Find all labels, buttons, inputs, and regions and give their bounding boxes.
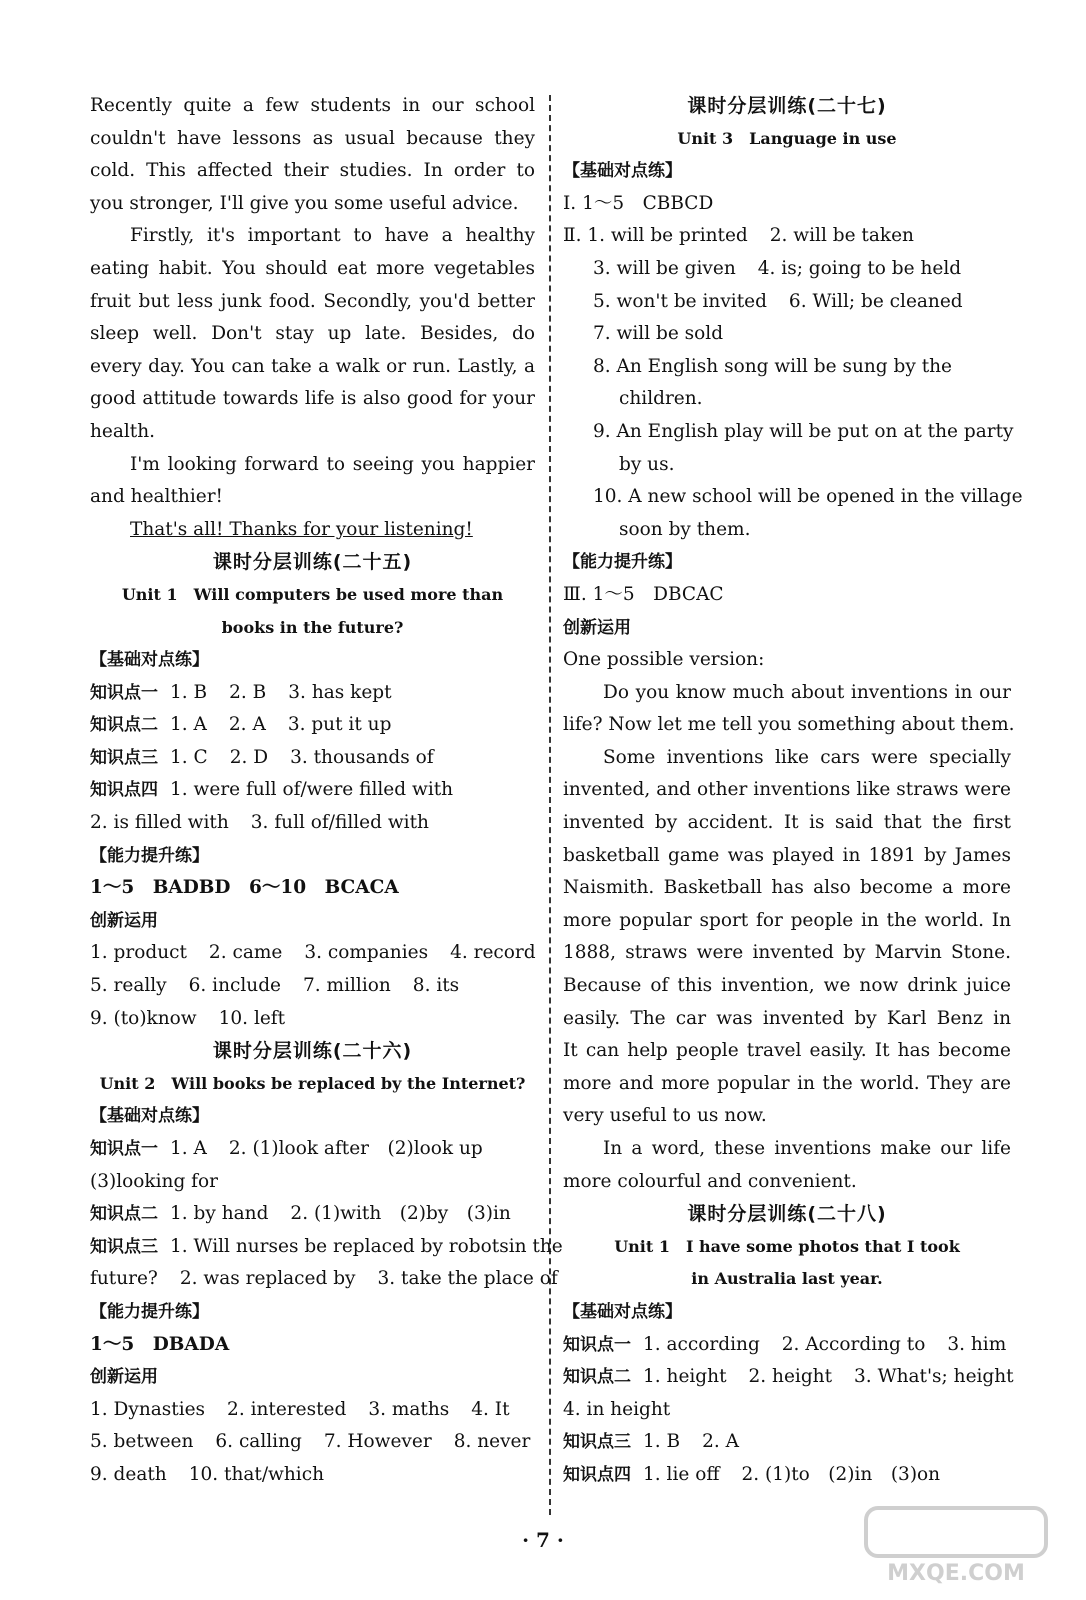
essay-line: fruit but less junk food. Secondly, you'd better: [90, 290, 535, 312]
knowledge-point-row: 知识点二 1. by hand 2. (1)with (2)by (3)in: [90, 1203, 511, 1225]
knowledge-point-row: 4. in height: [563, 1398, 671, 1420]
section-title-26: 课时分层训练(二十六): [212, 1040, 413, 1063]
essay-line: basketball game was played in 1891 by James: [563, 844, 1011, 866]
essay-line: easily. The car was invented by Karl Benz in: [563, 1007, 1011, 1029]
page-number: · 7 ·: [522, 1528, 564, 1552]
right-column: [563, 90, 1023, 1492]
essay-line: more and more popular in the world. They are: [563, 1072, 1011, 1094]
essay-line: health.: [90, 420, 156, 442]
unit-heading: Unit 3 Language in use: [677, 128, 897, 148]
column-divider: [549, 95, 551, 1515]
answer-row: 9. An English play will be put on at the party: [593, 420, 1014, 442]
answer-row: soon by them.: [619, 518, 751, 540]
knowledge-point-row: 知识点一 1. B 2. B 3. has kept: [90, 681, 392, 703]
basic-practice-heading: 【基础对点练】: [563, 1301, 682, 1322]
creative-heading: 创新运用: [90, 910, 158, 931]
section-title-25: 课时分层训练(二十五): [212, 551, 413, 574]
answer-row: 3. will be given 4. is; going to be held: [593, 257, 962, 279]
answer-row: 5. really 6. include 7. million 8. its: [90, 975, 460, 997]
unit-heading: in Australia last year.: [691, 1269, 883, 1289]
essay-line: very useful to us now.: [563, 1105, 767, 1127]
basic-practice-heading: 【基础对点练】: [90, 1106, 209, 1127]
creative-heading: 创新运用: [563, 617, 631, 638]
answer-row: 1～5 DBADA: [90, 1333, 230, 1355]
essay-line: invented by accident. It is said that the first: [563, 812, 1011, 834]
essay-line: you stronger, I'll give you some useful advice.: [90, 192, 519, 214]
essay-line: invented, and other inventions like straws were: [563, 779, 1011, 801]
version-label: One possible version:: [563, 649, 765, 671]
basic-practice-heading: 【基础对点练】: [90, 650, 209, 671]
creative-heading: 创新运用: [90, 1367, 158, 1388]
left-column: [90, 90, 563, 1492]
section-title-28: 课时分层训练(二十八): [687, 1203, 887, 1226]
essay-line: Because of this invention, we now drink juice: [563, 975, 1011, 997]
knowledge-point-row: 知识点一 1. A 2. (1)look after (2)look up: [90, 1138, 483, 1159]
essay-line: Some inventions like cars were specially: [603, 746, 1011, 768]
answer-row: Ⅱ. 1. will be printed 2. will be taken: [563, 225, 914, 247]
essay-line: life? Now let me tell you something about them.: [563, 714, 1015, 736]
knowledge-point-row: 知识点二 1. A 2. A 3. put it up: [90, 714, 392, 736]
answer-row: Ⅲ. 1～5 DBCAC: [563, 583, 724, 605]
unit-heading: Unit 1 Will computers be used more than: [121, 584, 504, 604]
answer-row: by us.: [619, 453, 675, 475]
essay-line: every day. You can take a walk or run. Lastly, a: [90, 355, 535, 377]
knowledge-point-row: 知识点四 1. were full of/were filled with: [90, 779, 454, 801]
essay-line: In a word, these inventions make our life: [603, 1138, 1011, 1159]
knowledge-point-row: 知识点三 1. B 2. A: [563, 1431, 740, 1453]
ability-heading: 【能力提升练】: [90, 845, 209, 866]
section-title-27: 课时分层训练(二十七): [687, 95, 887, 117]
answer-row: 7. will be sold: [593, 323, 724, 345]
knowledge-point-row: 知识点二 1. height 2. height 3. What's; height: [563, 1366, 1014, 1388]
knowledge-point-row: 知识点四 1. lie off 2. (1)to (2)in (3)on: [563, 1463, 941, 1485]
answer-row: 1. Dynasties 2. interested 3. maths 4. It: [90, 1398, 510, 1420]
answer-row: Ⅰ. 1～5 CBBCD: [563, 192, 714, 214]
ability-heading: 【能力提升练】: [563, 552, 682, 573]
essay-line: Recently quite a few students in our school: [90, 95, 535, 116]
knowledge-point-row: 知识点三 1. Will nurses be replaced by robotsin the: [90, 1235, 563, 1257]
essay-line: more colourful and convenient.: [563, 1170, 857, 1192]
knowledge-point-row: (3)looking for: [90, 1170, 218, 1192]
answer-row: 1. product 2. came 3. companies 4. record: [90, 942, 536, 964]
essay-line: couldn't have lessons as usual because they: [90, 127, 535, 149]
knowledge-point-row: 2. is filled with 3. full of/filled with: [90, 812, 429, 834]
essay-line: good attitude towards life is also good for your: [90, 388, 535, 410]
essay-line: Naismith. Basketball has also become a more: [563, 877, 1011, 899]
answer-row: children.: [619, 388, 703, 410]
essay-line: I'm looking forward to seeing you happier: [130, 453, 535, 475]
answer-row: 9. (to)know 10. left: [90, 1007, 286, 1029]
knowledge-point-row: future? 2. was replaced by 3. take the place of: [90, 1268, 558, 1290]
ability-heading: 【能力提升练】: [90, 1301, 209, 1322]
essay-line: cold. This affected their studies. In order to: [90, 160, 535, 182]
svg-text:MXQE.COM: MXQE.COM: [887, 1561, 1025, 1586]
essay-line: Do you know much about inventions in our: [603, 681, 1011, 703]
essay-line: Firstly, it's important to have a healthy: [130, 225, 535, 247]
unit-heading: Unit 1 I have some photos that I took: [614, 1236, 960, 1256]
answer-row: 8. An English song will be sung by the: [593, 355, 952, 377]
unit-heading: books in the future?: [221, 617, 404, 637]
essay-line: sleep well. Don't stay up late. Besides, do: [90, 323, 535, 345]
essay-line: eating habit. You should eat more vegetables: [90, 257, 535, 279]
essay-closing: That's all! Thanks for your listening!: [130, 518, 473, 540]
watermark-logo: [856, 1500, 1056, 1590]
essay-line: and healthier!: [90, 486, 223, 508]
knowledge-point-row: 知识点三 1. C 2. D 3. thousands of: [90, 746, 434, 768]
unit-heading: Unit 2 Will books be replaced by the Internet?: [99, 1073, 526, 1093]
knowledge-point-row: 知识点一 1. according 2. According to 3. him: [563, 1333, 1007, 1355]
basic-practice-heading: 【基础对点练】: [563, 161, 682, 182]
answer-row: 9. death 10. that/which: [90, 1463, 324, 1485]
answer-row: 1～5 BADBD 6～10 BCACA: [90, 877, 399, 899]
essay-line: It can help people travel easily. It has become: [563, 1040, 1011, 1062]
essay-line: more popular sport for people in the world. In: [563, 909, 1011, 931]
answer-row: 5. between 6. calling 7. However 8. never: [90, 1431, 531, 1453]
answer-row: 10. A new school will be opened in the village: [593, 486, 1023, 508]
essay-line: 1888, straws were invented by Marvin Stone.: [563, 942, 1011, 964]
answer-row: 5. won't be invited 6. Will; be cleaned: [593, 290, 963, 312]
